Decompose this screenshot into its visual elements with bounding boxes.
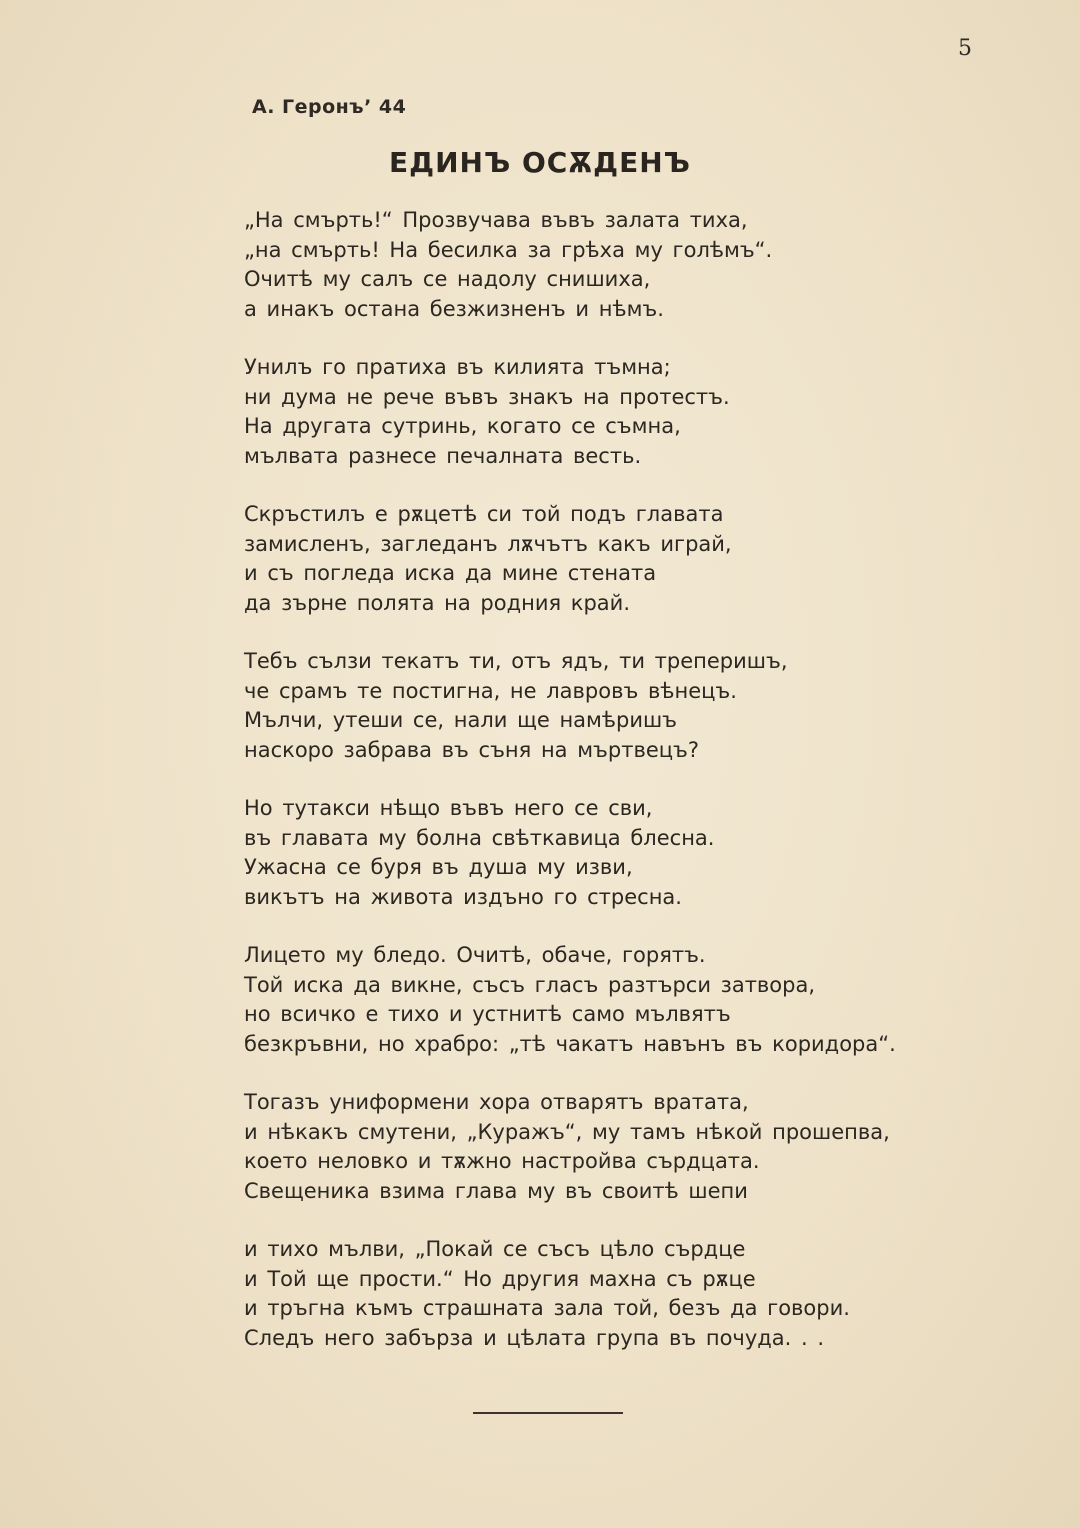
poem-line: „На смърть!“ Прозвучава въвъ залата тиха, <box>244 208 748 232</box>
poem-line: и Той ще прости.“ Но другия махна съ рѫце <box>244 1266 756 1291</box>
poem-line: Мълчи, утеши се, нали ще намѣришъ <box>244 708 678 732</box>
poem-line: „на смърть! На бесилка за грѣха му голѣмъ“. <box>244 237 773 262</box>
author-byline: А. Геронъ’ 44 <box>252 96 407 118</box>
poem-line: което неловко и тѫжно настройва сърдцата. <box>244 1149 760 1173</box>
poem-line: и тихо мълви, „Покай се съсъ цѣло сърдце <box>244 1237 746 1261</box>
poem-line: ни дума не рече въвъ знакъ на протестъ. <box>244 384 730 409</box>
poem-line: наскоро забрава въ съня на мъртвецъ? <box>244 737 700 762</box>
poem-line: и нѣкакъ смутени, „Куражъ“, му тамъ нѣкой прошепва, <box>244 1119 890 1144</box>
poem-line: Тебъ сълзи текатъ ти, отъ ядъ, ти треперишъ, <box>244 649 788 673</box>
poem-line: Унилъ го пратиха въ килията тъмна; <box>244 355 671 379</box>
poem-line: Тогазъ униформени хора отварятъ вратата, <box>244 1090 749 1114</box>
poem-line: замисленъ, загледанъ лѫчътъ какъ играй, <box>244 531 732 556</box>
poem-line: На другата сутринь, когато се съмна, <box>244 414 681 438</box>
poem-title: ЕДИНЪ ОСѪДЕНЪ <box>389 146 691 179</box>
poem-line: викътъ на живота издъно го стресна. <box>244 884 682 909</box>
poem-line: Лицето му бледо. Очитѣ, обаче, горятъ. <box>244 943 706 967</box>
poem-line: да зърне полята на родния край. <box>244 590 630 615</box>
poem-line: Скръстилъ е рѫцетѣ си той подъ главата <box>244 502 724 526</box>
poem-line: Свещеника взима глава му въ своитѣ шепи <box>244 1178 748 1203</box>
stanza <box>244 1088 904 1206</box>
poem-line: мълвата разнесе печалната весть. <box>244 443 642 468</box>
stanza <box>244 647 904 765</box>
poem-line: въ главата му болна свѣткавица блесна. <box>244 825 715 850</box>
stanza <box>244 206 904 324</box>
end-divider-rule <box>473 1412 623 1414</box>
poem-line: Той иска да викне, съсъ гласъ разтърси затвора, <box>244 972 816 997</box>
poem-line: и съ погледа иска да мине стената <box>244 561 657 585</box>
poem-line: но всичко е тихо и устнитѣ само мълвятъ <box>244 1002 731 1026</box>
stanza <box>244 941 904 1059</box>
poem-line: Очитѣ му салъ се надолу снишиха, <box>244 267 651 291</box>
stanza <box>244 794 904 912</box>
poem-line: Ужасна се буря въ душа му изви, <box>244 855 633 879</box>
stanza <box>244 500 904 618</box>
stanza <box>244 1235 904 1353</box>
poem-line: безкръвни, но храбро: „тѣ чакатъ навънъ въ коридора“. <box>244 1031 896 1056</box>
poem-line: Следъ него забърза и цѣлата група въ почуда. . . <box>244 1325 825 1350</box>
poem-body <box>244 206 904 1382</box>
page-number: 5 <box>958 36 972 61</box>
poem-line: а инакъ остана безжизненъ и нѣмъ. <box>244 296 664 321</box>
poem-line: че срамъ те постигна, не лавровъ вѣнецъ. <box>244 678 737 703</box>
stanza <box>244 353 904 471</box>
poem-line: Но тутакси нѣщо въвъ него се сви, <box>244 796 653 820</box>
poem-line: и тръгна къмъ страшната зала той, безъ да говори. <box>244 1296 850 1320</box>
